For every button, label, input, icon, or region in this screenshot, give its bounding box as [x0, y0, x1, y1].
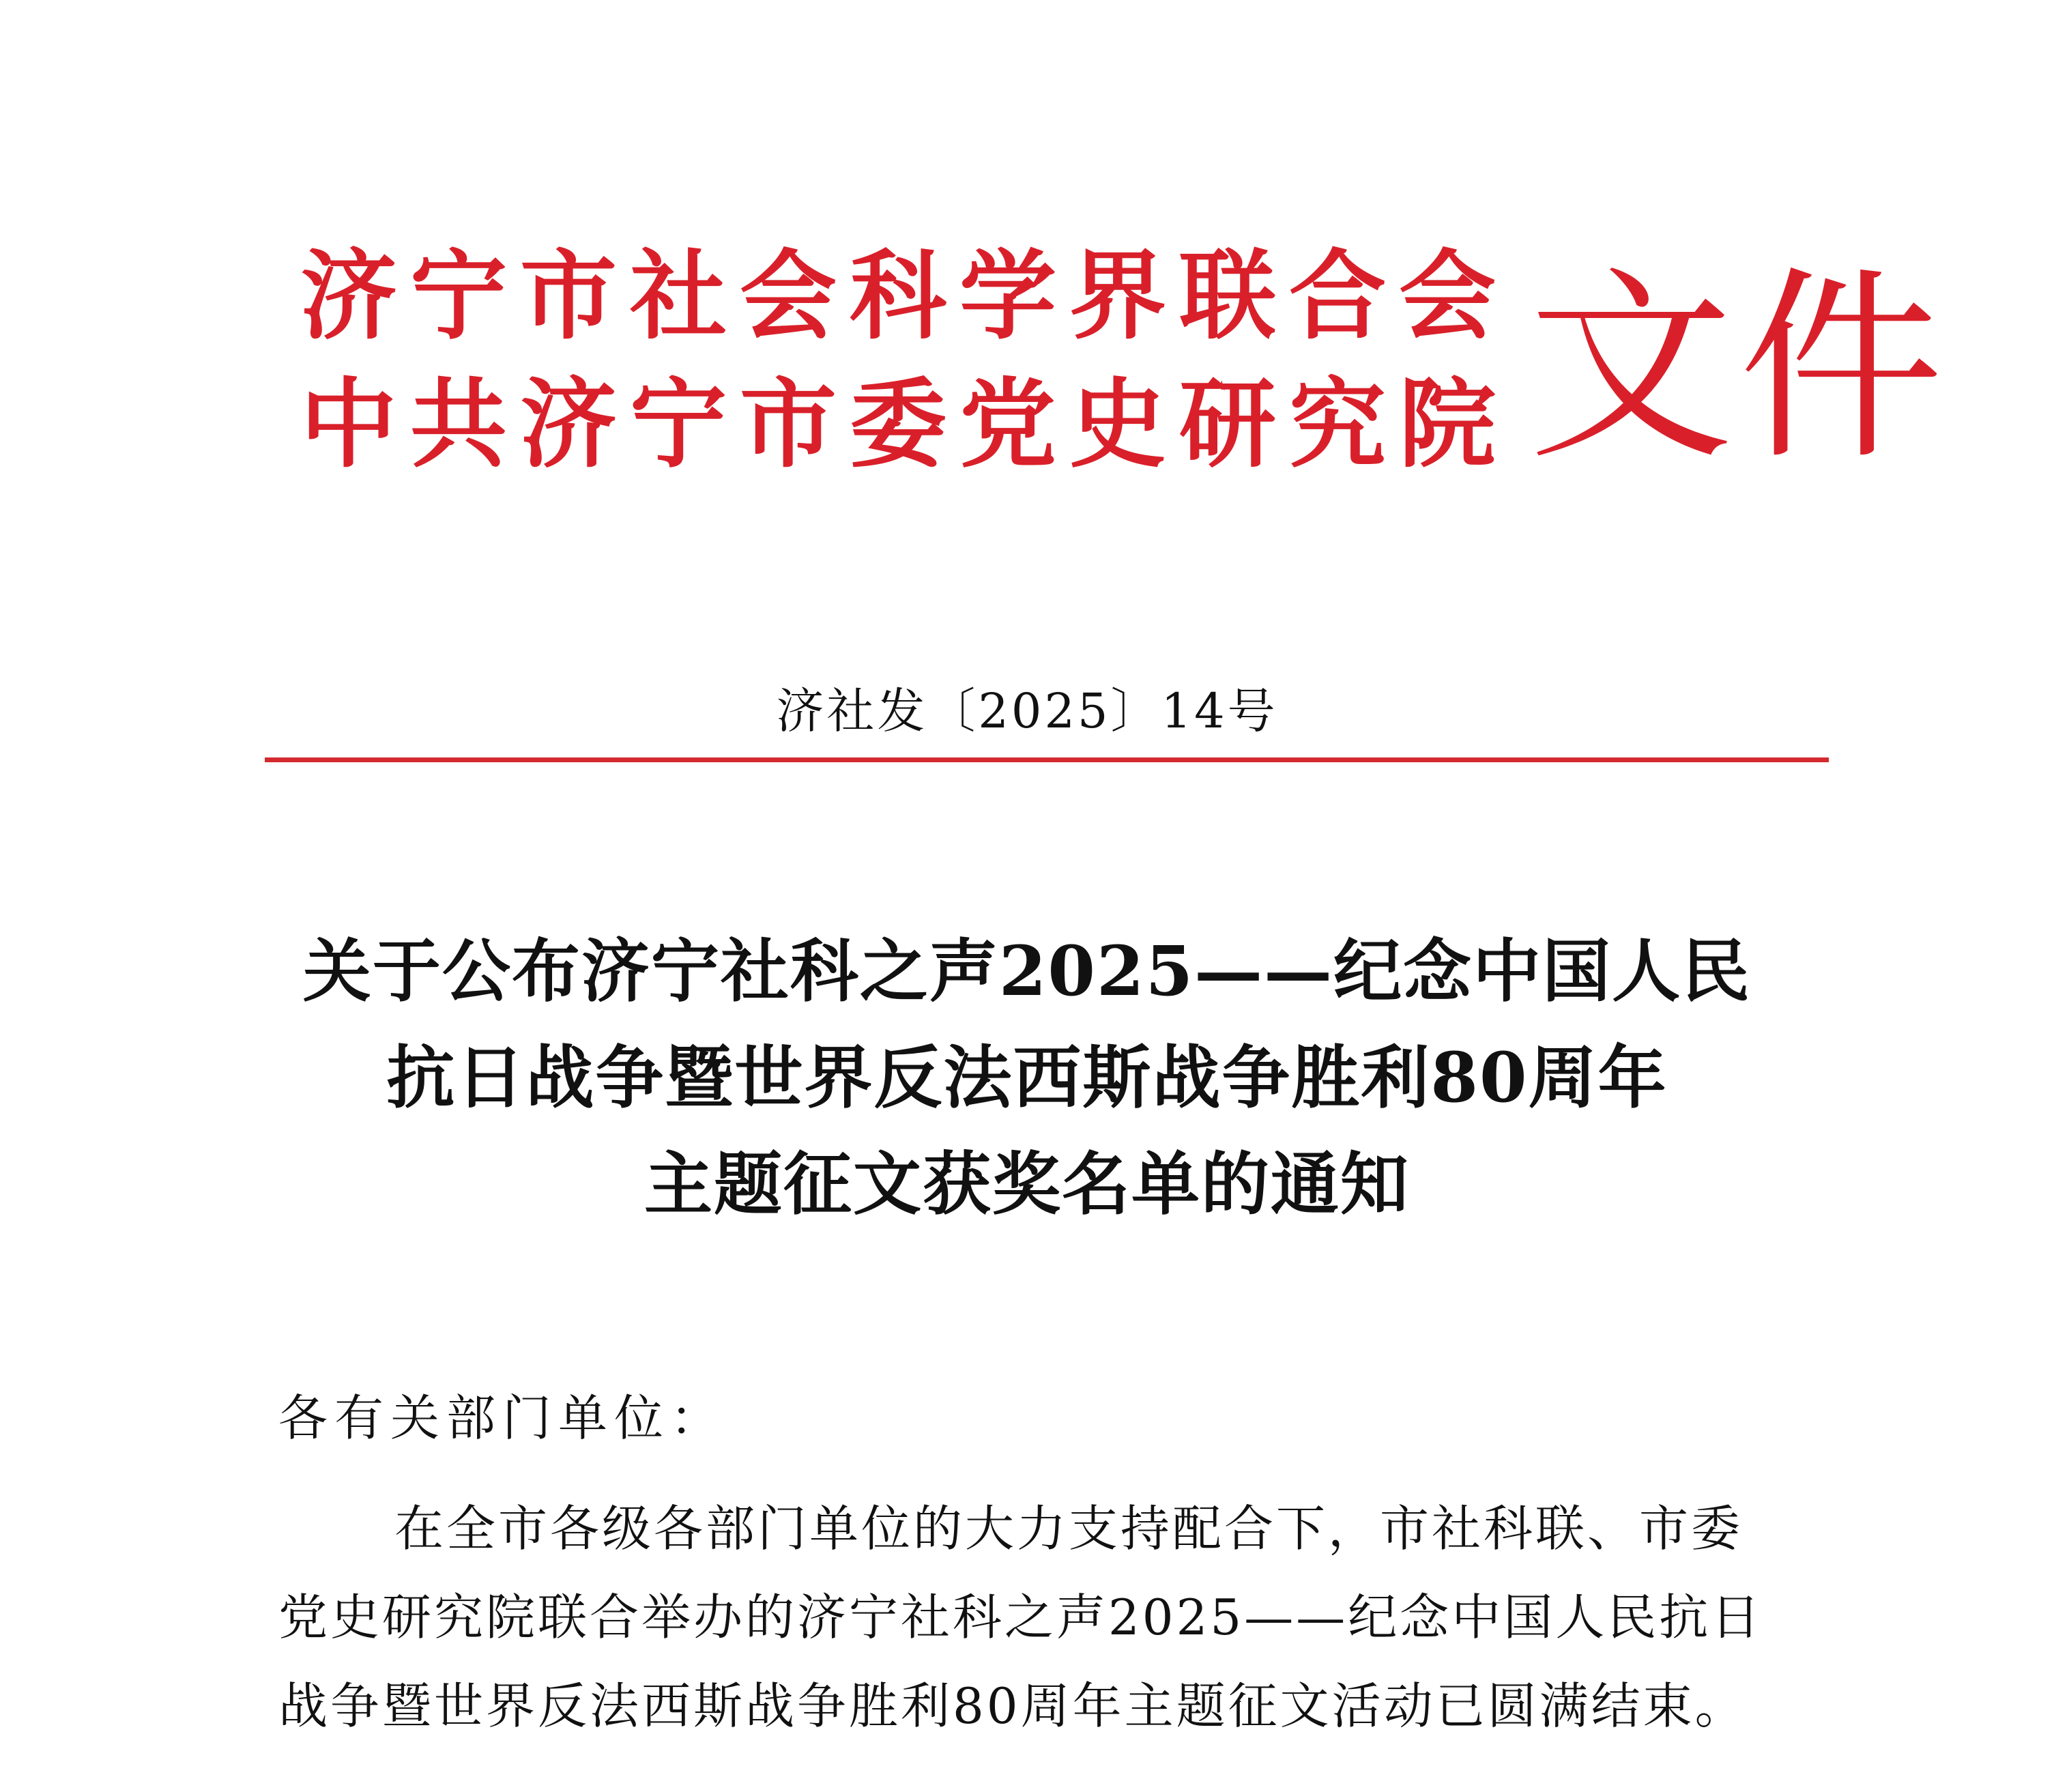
red-separator-line [265, 757, 1829, 762]
document-word-wenjian: 文件 [1529, 249, 1949, 487]
notice-title [0, 918, 2054, 1237]
issuer-name-party-history-institute: 中共济宁市委党史研究院 [300, 368, 1509, 481]
body-paragraph [278, 1484, 1834, 1750]
document-number: 济社发〔2025〕14号 [776, 683, 1278, 739]
document-header [300, 239, 1949, 491]
body-line-1: 在全市各级各部门单位的大力支持配合下，市社科联、市委 [394, 1500, 1744, 1557]
title-line-2: 抗日战争暨世界反法西斯战争胜利80周年 [386, 1037, 1668, 1118]
body-line-2: 党史研究院联合举办的济宁社科之声2025——纪念中国人民抗日 [278, 1589, 1763, 1646]
title-line-3: 主题征文获奖名单的通知 [644, 1144, 1410, 1224]
salutation: 各有关部门单位： [278, 1389, 727, 1447]
issuer-name-social-science-federation: 济宁市社会科学界联合会 [300, 240, 1509, 353]
body-line-3: 战争暨世界反法西斯战争胜利80周年主题征文活动已圆满结束。 [278, 1677, 1747, 1735]
title-line-1: 关于公布济宁社科之声2025——纪念中国人民 [302, 931, 1752, 1011]
